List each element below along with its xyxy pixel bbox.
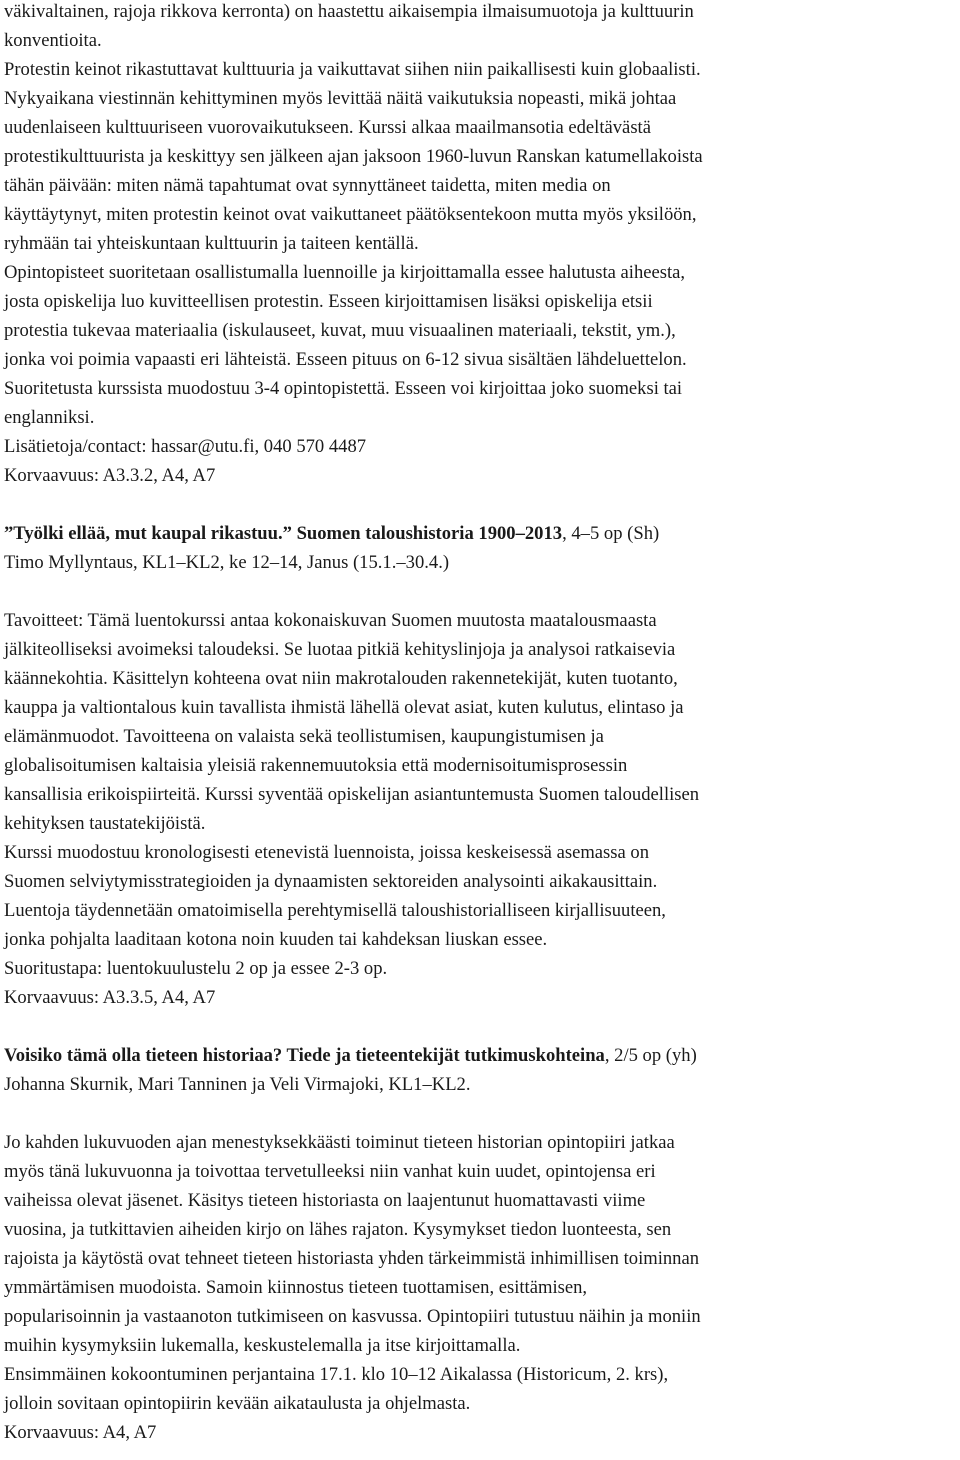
paragraph-line: käännekohtia. Käsittelyn kohteena ovat niin makrotalouden rakennetekijät, kuten tuotanto, xyxy=(4,668,678,689)
paragraph-line: jälkiteolliseksi avoimeksi taloudeksi. Se luotaa pitkiä kehityslinjoja ja analysoi ratkaisevia xyxy=(4,639,676,660)
paragraph-line: käyttäytynyt, miten protestin keinot ovat vaikuttaneet päätöksentekoon mutta myös yksilöön, xyxy=(4,204,697,225)
paragraph-line: väkivaltainen, rajoja rikkova kerronta) on haastettu aikaisempia ilmaisumuotoja ja kulttuurin xyxy=(4,1,694,22)
paragraph-line: Opintopisteet suoritetaan osallistumalla luennoille ja kirjoittamalla essee halutusta aiheesta, xyxy=(4,262,686,283)
paragraph-line: kansallisia erikoispiirteitä. Kurssi syventää opiskelijan asiantuntemusta Suomen taloudellisen xyxy=(4,784,700,805)
paragraph-line: kauppa ja valtiontalous kuin tavallista ihmistä lähellä olevat asiat, kuten kulutus, elintaso ja xyxy=(4,697,684,718)
paragraph-line: globalisoitumisen kaltaisia yleisiä rakennemuutoksia että modernisoitumisprosessin xyxy=(4,755,628,776)
contact-line: Lisätietoja/contact: hassar@utu.fi, 040 570 4487 xyxy=(4,436,367,457)
paragraph-line: josta opiskelija luo kuvitteellisen protestin. Esseen kirjoittamisen lisäksi opiskelija etsii xyxy=(4,291,653,312)
paragraph-line: muihin kysymyksiin lukemalla, keskustelemalla ja itse kirjoittamalla. xyxy=(4,1335,521,1356)
paragraph-line: Kurssi muodostuu kronologisesti etenevistä luennoista, joissa keskeisessä asemassa on xyxy=(4,842,650,863)
course-title-bold: ”Työlki ellää, mut kaupal rikastuu.” Suomen taloushistoria 1900–2013 xyxy=(4,523,563,544)
paragraph-line: konventioita. xyxy=(4,30,102,51)
paragraph-line: protestikulttuurista ja keskittyy sen jälkeen ajan jaksoon 1960-luvun Ranskan katumellakoista xyxy=(4,146,703,167)
paragraph-line: Protestin keinot rikastuttavat kulttuuria ja vaikuttavat siihen niin paikallisesti kuin globaalisti. xyxy=(4,59,701,80)
course-title xyxy=(4,1044,697,1068)
course-title-bold: Voisiko tämä olla tieteen historiaa? Tiede ja tieteentekijät tutkimuskohteina xyxy=(4,1045,605,1066)
equivalence-line: Korvaavuus: A4, A7 xyxy=(4,1422,157,1443)
course-teacher-line: Timo Myllyntaus, KL1–KL2, ke 12–14, Janus (15.1.–30.4.) xyxy=(4,552,450,573)
paragraph-line: ryhmään tai yhteiskuntaan kulttuurin ja taiteen kentällä. xyxy=(4,233,419,254)
paragraph-line: jonka voi poimia vapaasti eri lähteistä. Esseen pituus on 6-12 sivua sisältäen lähdeluettelon. xyxy=(4,349,687,370)
course-title-rest: , 4–5 op (Sh) xyxy=(562,523,660,544)
paragraph-line: Suoritetusta kurssista muodostuu 3-4 opintopistettä. Esseen voi kirjoittaa joko suomeksi tai xyxy=(4,378,683,399)
paragraph-line: Suomen selviytymisstrategioiden ja dynaamisten sektoreiden analysointi aikakausittain. xyxy=(4,871,658,892)
paragraph-line: protestia tukevaa materiaalia (iskulauseet, kuvat, muu visuaalinen materiaali, tekstit, ym.), xyxy=(4,320,676,341)
course-title xyxy=(4,522,659,546)
paragraph-line: jonka pohjalta laaditaan kotona noin kuuden tai kahdeksan liuskan essee. xyxy=(4,929,548,950)
course-teacher-line: Johanna Skurnik, Mari Tanninen ja Veli Virmajoki, KL1–KL2. xyxy=(4,1074,471,1095)
paragraph-line: ymmärtämisen muodoista. Samoin kiinnostus tieteen tuottamisen, esittämisen, xyxy=(4,1277,588,1298)
paragraph-line: tähän päivään: miten nämä tapahtumat ovat synnyttäneet taidetta, miten media on xyxy=(4,175,611,196)
paragraph-line: myös tänä lukuvuonna ja toivottaa tervetulleeksi niin vanhat kuin uudet, opintojensa eri xyxy=(4,1161,656,1182)
paragraph-line: uudenlaiseen kulttuuriseen vuorovaikutukseen. Kurssi alkaa maailmansotia edeltävästä xyxy=(4,117,651,138)
paragraph-line: Tavoitteet: Tämä luentokurssi antaa kokonaiskuvan Suomen muutosta maatalousmaasta xyxy=(4,610,657,631)
paragraph-line: Jo kahden lukuvuoden ajan menestyksekkäästi toiminut tieteen historian opintopiiri jatkaa xyxy=(4,1132,675,1153)
paragraph-line: kehityksen taustatekijöistä. xyxy=(4,813,206,834)
paragraph-line: popularisoinnin ja vastaanoton tutkimiseen on kasvussa. Opintopiiri tutustuu näihin ja moniin xyxy=(4,1306,701,1327)
course-title-rest: , 2/5 op (yh) xyxy=(604,1045,697,1066)
equivalence-line: Korvaavuus: A3.3.2, A4, A7 xyxy=(4,465,216,486)
paragraph-line: Ensimmäinen kokoontuminen perjantaina 17.1. klo 10–12 Aikalassa (Historicum, 2. krs), xyxy=(4,1364,669,1385)
paragraph-line: elämänmuodot. Tavoitteena on valaista sekä teollistumisen, kaupungistumisen ja xyxy=(4,726,604,747)
paragraph-line: vuosina, ja tutkittavien aiheiden kirjo on lähes rajaton. Kysymykset tiedon luonteesta, sen xyxy=(4,1219,672,1240)
completion-line: Suoritustapa: luentokuulustelu 2 op ja essee 2-3 op. xyxy=(4,958,388,979)
paragraph-line: rajoista ja käytöstä ovat tehneet tieteen historiasta yhden tärkeimmistä inhimillisen toiminnan xyxy=(4,1248,700,1269)
paragraph-line: Luentoja täydennetään omatoimisella perehtymisellä taloushistorialliseen kirjallisuuteen, xyxy=(4,900,666,921)
paragraph-line: vaiheissa olevat jäsenet. Käsitys tieteen historiasta on laajentunut huomattavasti viime xyxy=(4,1190,646,1211)
paragraph-line: englanniksi. xyxy=(4,407,95,428)
paragraph-line: Nykyaikana viestinnän kehittyminen myös levittää näitä vaikutuksia nopeasti, mikä johtaa xyxy=(4,88,677,109)
paragraph-line: jolloin sovitaan opintopiirin kevään aikataulusta ja ohjelmasta. xyxy=(4,1393,471,1414)
equivalence-line: Korvaavuus: A3.3.5, A4, A7 xyxy=(4,987,216,1008)
